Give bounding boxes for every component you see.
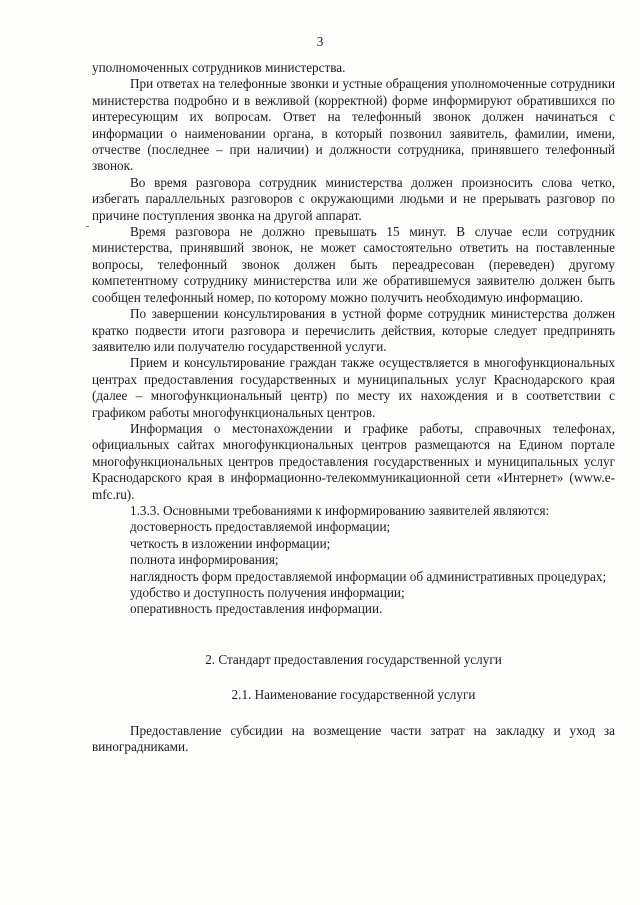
paragraph-phone-answers: При ответах на телефонные звонки и устные обращения уполномоченные сотрудники министерства подробно и в вежливой (корректной) форме информируют обратившихся по интересующим их вопросам. Ответ на телефонный звонок должен начинаться с информации о наименовании органа, в который позвонил заявитель, фамилии, имени, отчестве (последнее – при наличии) и должности сотрудника, принявшего телефонный звонок. (92, 76, 615, 174)
scan-speck: - (86, 221, 90, 232)
paragraph-mfc-info: Информация о местонахождении и графике работы, справочных телефонах, официальных сайтах многофункциональных центров размещаются на Едином портале многофункциональных центров предоставления государственных и муниципальных услуг Краснодарского края в информационно-телекоммуникационной сети «Интернет» (www.e-mfc.ru). (92, 420, 615, 502)
paragraph-continuation: уполномоченных сотрудников министерства. (92, 60, 346, 75)
paragraph-service-name: Предоставление субсидии на возмещение части затрат на закладку и уход за виноградниками. (92, 722, 615, 755)
paragraph-mfc-reception: Прием и консультирование граждан также осуществляется в многофункциональных центрах предоставления государственных и муниципальных услуг Краснодарского края (далее – многофункциональный центр) по месту их нахождения и в соответствии с графиком работы многофункциональных центров. (92, 355, 615, 420)
paragraph-conversation: Во время разговора сотрудник министерства должен произносить слова четко, избегать параллельных разговоров с окружающими людьми и не прерывать разговор по причине поступления звонка на другой аппарат. (92, 174, 615, 223)
requirement-item: полнота информирования; (130, 552, 279, 568)
subsection-heading: 2.1. Наименование государственной услуги (231, 687, 476, 703)
requirement-item: четкость в изложении информации; (130, 535, 331, 551)
paragraph-duration: Время разговора не должно превышать 15 минут. В случае если сотрудник министерства, принявший звонок, не может самостоятельно ответить на поставленные вопросы, телефонный звонок должен быть переадресован (переведен) другому компетентному сотруднику министерства или же обратившемуся заявителю должен быть сообщен телефонный номер, по которому можно получить необходимую информацию. (92, 224, 615, 305)
requirement-item: оперативность предоставления информации. (130, 601, 383, 617)
paragraph-requirements-intro: 1.3.3. Основными требованиями к информированию заявителей являются: (130, 502, 550, 518)
page-number: 3 (316, 34, 324, 49)
section-heading: 2. Стандарт предоставления государственной услуги (205, 651, 502, 667)
paragraph-consultation-end: По завершении консультирования в устной форме сотрудник министерства должен кратко подвести итоги разговора и перечислить действия, которые следует предпринять заявителю или получателю государственной услуги. (92, 306, 615, 354)
requirement-item: достоверность предоставляемой информации; (130, 519, 391, 535)
requirement-item: наглядность форм предоставляемой информации об административных процедурах; (130, 568, 607, 584)
requirement-item: удобство и доступность получения информации; (130, 585, 405, 600)
document-body (92, 60, 615, 755)
